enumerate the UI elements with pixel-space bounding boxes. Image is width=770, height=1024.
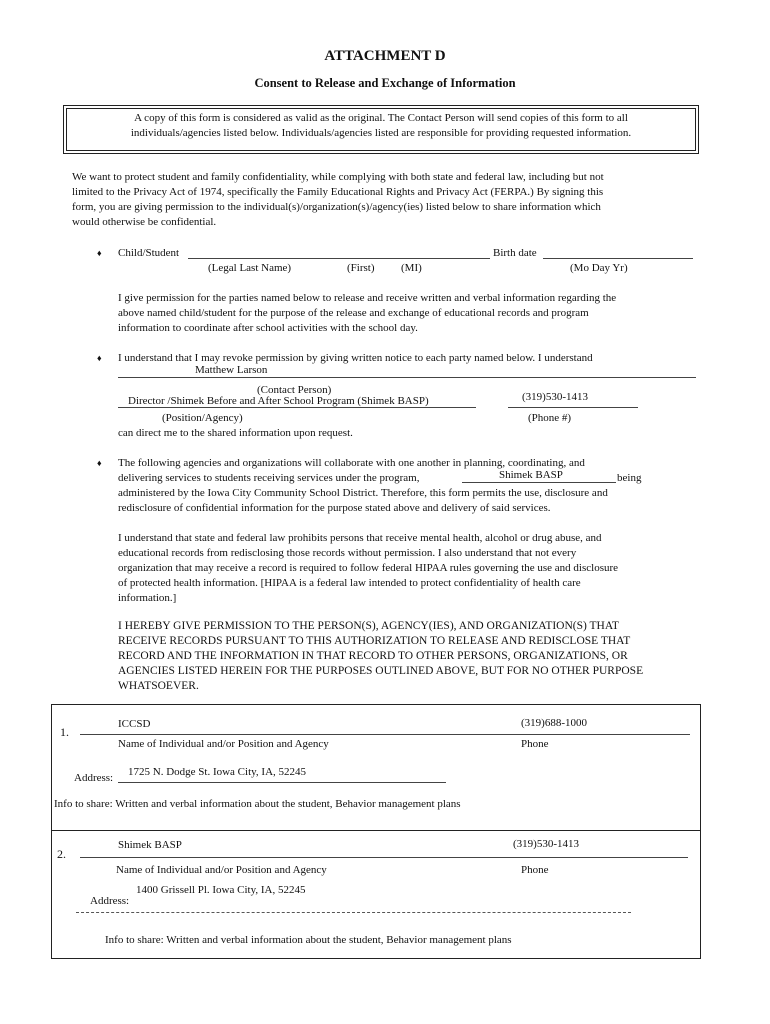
position-agency-value: Director /Shimek Before and After School Program (Shimek BASP) xyxy=(128,395,429,407)
entry-phone-value: (319)530-1413 xyxy=(513,838,579,850)
document-title: ATTACHMENT D xyxy=(324,48,446,64)
intro-line-3: form, you are giving permission to the individual(s)/organization(s)/agency(ies) listed below to share information which xyxy=(72,201,601,213)
law-line-2: educational records from redisclosing those records without permission. I also understand that not every xyxy=(118,547,577,559)
entry-address-label: Address: xyxy=(74,772,114,784)
position-agency-field[interactable] xyxy=(118,407,476,408)
birth-date-label: Birth date xyxy=(493,247,537,259)
entry-address-value: 1400 Grissell Pl. Iowa City, IA, 52245 xyxy=(136,884,306,896)
grant-line-3: RECORD AND THE INFORMATION IN THAT RECORD TO OTHER PERSONS, ORGANIZATIONS, OR xyxy=(118,650,628,662)
entry-number: 1. xyxy=(60,725,69,739)
entry-name-label: Name of Individual and/or Position and Agency xyxy=(116,864,327,876)
collaborate-line-3: administered by the Iowa City Community School District. Therefore, this form permits the use, disclosure and xyxy=(118,487,608,499)
contact-person-label: (Contact Person) xyxy=(257,384,332,396)
student-sub-mi: (MI) xyxy=(401,262,422,274)
entry-address-field[interactable] xyxy=(76,912,631,913)
intro-line-2: limited to the Privacy Act of 1974, specifically the Family Educational Rights and Privacy Act (FERPA.) By signing this xyxy=(72,186,604,198)
program-value: Shimek BASP xyxy=(499,469,563,481)
intro-line-4: would otherwise be confidential. xyxy=(72,216,217,228)
entry-number: 2. xyxy=(57,847,66,861)
entry-name-value: Shimek BASP xyxy=(118,839,182,851)
contact-phone-label: (Phone #) xyxy=(528,412,572,424)
program-field[interactable] xyxy=(462,482,616,483)
birth-date-sub: (Mo Day Yr) xyxy=(570,262,628,274)
contact-person-field[interactable] xyxy=(118,377,696,378)
law-line-5: information.] xyxy=(118,592,177,604)
entry-info: Info to share: Written and verbal information about the student, Behavior management plans xyxy=(105,934,512,946)
revoke-closing: can direct me to the shared information upon request. xyxy=(118,427,353,439)
entry-phone-label: Phone xyxy=(521,738,549,750)
bullet-diamond-icon: ♦ xyxy=(97,458,102,468)
collaborate-line-2-end: being xyxy=(617,472,642,484)
student-sub-last: (Legal Last Name) xyxy=(208,262,292,274)
contact-phone-field[interactable] xyxy=(508,407,638,408)
revoke-text: I understand that I may revoke permission by giving written notice to each party named below. I understand xyxy=(118,352,593,364)
entry-address-field[interactable] xyxy=(118,782,446,783)
grant-line-1: I HEREBY GIVE PERMISSION TO THE PERSON(S), AGENCY(IES), AND ORGANIZATION(S) THAT xyxy=(118,620,619,632)
collaborate-line-1: The following agencies and organizations will collaborate with one another in planning, coordinating, and xyxy=(118,457,585,469)
entry-name-value: ICCSD xyxy=(118,718,151,730)
bullet-diamond-icon: ♦ xyxy=(97,353,102,363)
notice-line-2: individuals/agencies listed below. Individuals/agencies listed are responsible for providing requested information. xyxy=(130,127,632,139)
entry-phone-label: Phone xyxy=(521,864,549,876)
law-line-3: organization that may receive a record is required to follow federal HIPAA rules governing the use and disclosure xyxy=(118,562,619,574)
entry-address-label: Address: xyxy=(90,895,130,907)
entry-name-label: Name of Individual and/or Position and Agency xyxy=(118,738,329,750)
notice-line-1: A copy of this form is considered as valid as the original. The Contact Person will send copies of this form to all xyxy=(134,112,628,124)
position-agency-label: (Position/Agency) xyxy=(162,412,243,424)
contact-phone-value: (319)530-1413 xyxy=(522,391,588,403)
grant-line-4: AGENCIES LISTED HEREIN FOR THE PURPOSES OUTLINED ABOVE, BUT FOR NO OTHER PURPOSE xyxy=(118,665,644,677)
law-line-4: of protected health information. [HIPAA is a federal law intended to protect confidentiality of health care xyxy=(118,577,581,589)
collaborate-line-2-start: delivering services to students receiving services under the program, xyxy=(118,472,420,484)
permission-line-3: information to coordinate after school activities with the school day. xyxy=(118,322,418,334)
student-label: Child/Student xyxy=(118,247,180,259)
entry-name-field[interactable] xyxy=(80,734,690,735)
collaborate-line-4: redisclosure of confidential information for the purpose stated above and delivery of said services. xyxy=(118,502,551,514)
entry-info: Info to share: Written and verbal information about the student, Behavior management plans xyxy=(54,798,461,810)
law-line-1: I understand that state and federal law prohibits persons that receive mental health, alcohol or drug abuse, and xyxy=(118,532,602,544)
birth-date-field[interactable] xyxy=(543,258,693,259)
document-subtitle: Consent to Release and Exchange of Information xyxy=(254,76,516,90)
student-sub-first: (First) xyxy=(347,262,375,274)
permission-line-1: I give permission for the parties named below to release and receive written and verbal information regarding the xyxy=(118,292,617,304)
student-name-field[interactable] xyxy=(188,258,490,259)
grant-line-5: WHATSOEVER. xyxy=(118,680,199,692)
entries-divider xyxy=(51,830,700,831)
bullet-diamond-icon: ♦ xyxy=(97,248,102,258)
entry-address-value: 1725 N. Dodge St. Iowa City, IA, 52245 xyxy=(128,766,307,778)
intro-line-1: We want to protect student and family confidentiality, while complying with both state and federal law, including but not xyxy=(72,171,604,183)
grant-line-2: RECEIVE RECORDS PURSUANT TO THIS AUTHORIZATION TO RELEASE AND REDISCLOSE THAT xyxy=(118,635,631,647)
entry-phone-value: (319)688-1000 xyxy=(521,717,587,729)
permission-line-2: above named child/student for the purpose of the release and exchange of educational records and program xyxy=(118,307,589,319)
entry-name-field[interactable] xyxy=(80,857,688,858)
contact-person-value: Matthew Larson xyxy=(195,364,268,376)
